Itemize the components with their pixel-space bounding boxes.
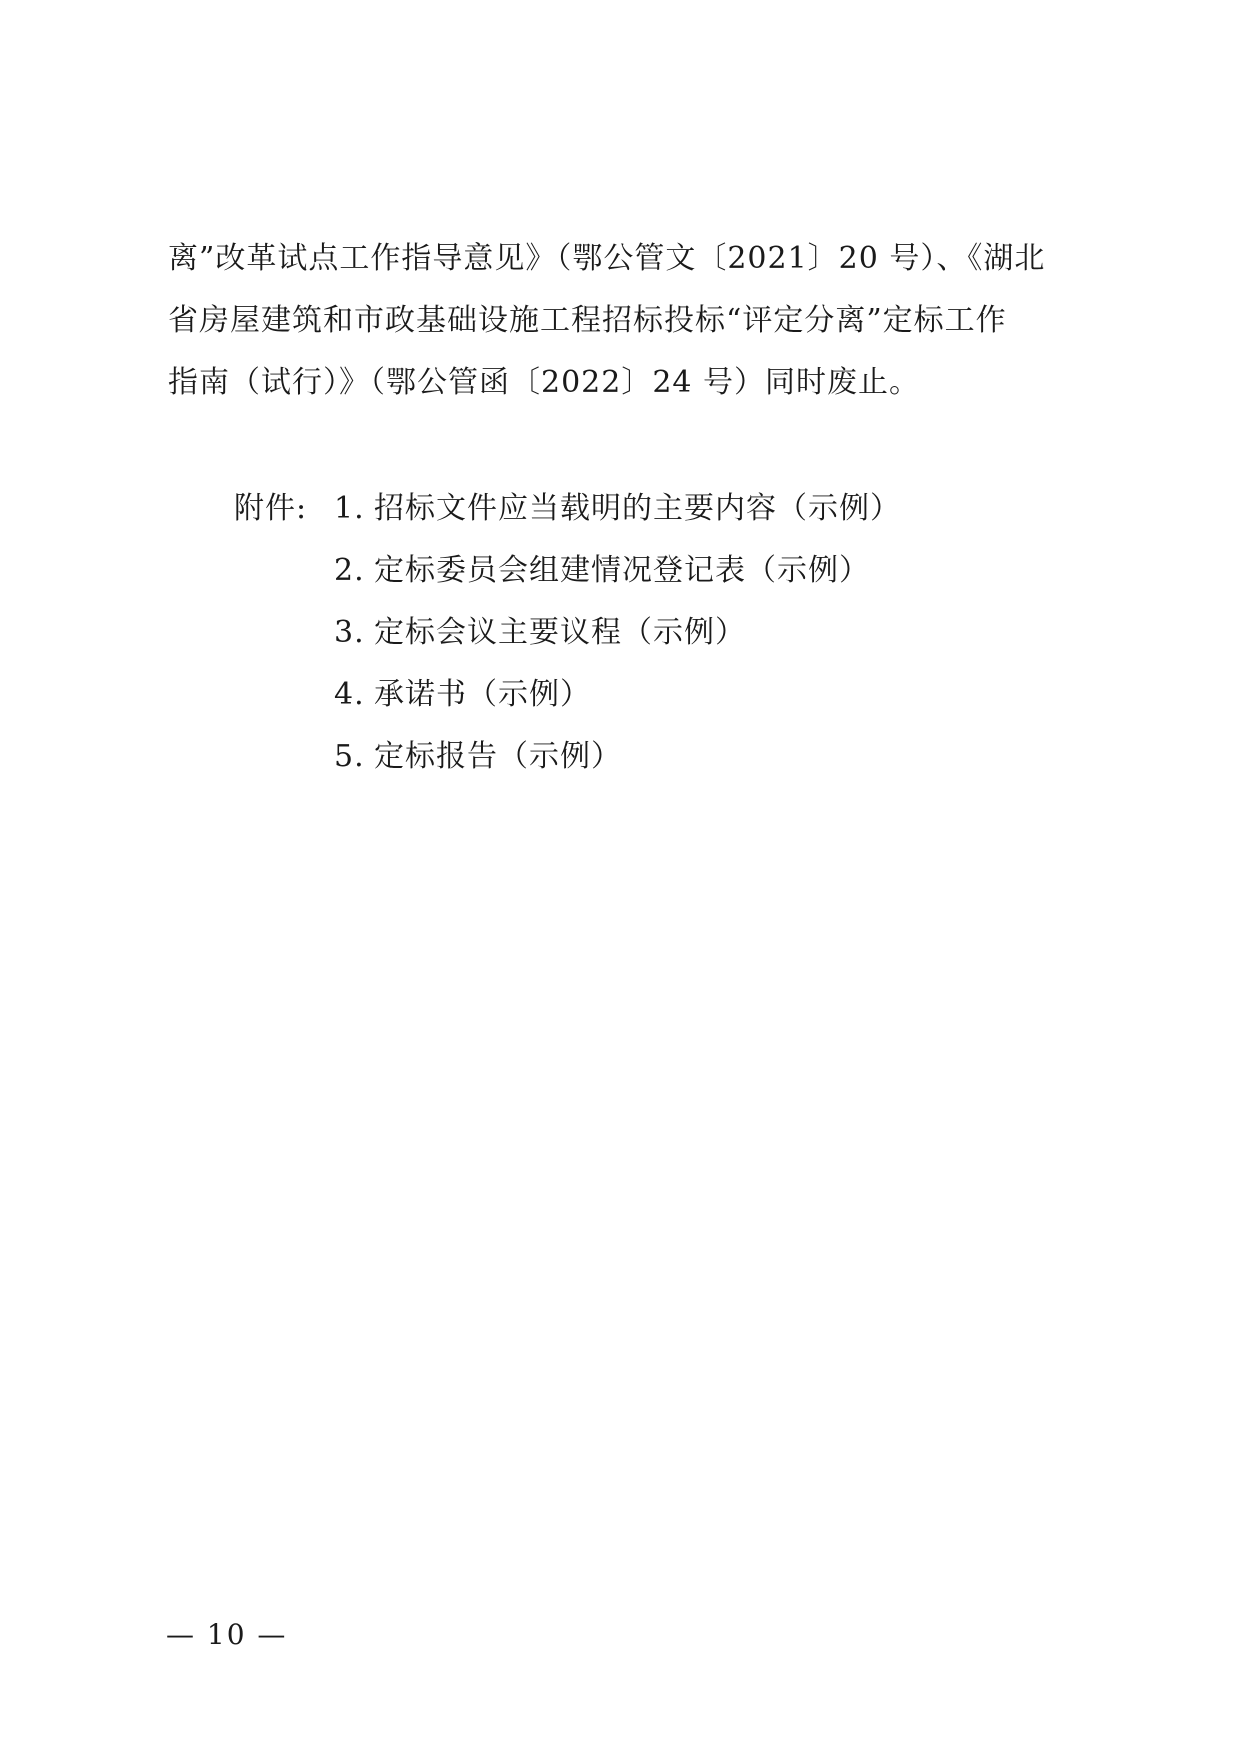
body-line-2: 省房屋建筑和市政基础设施工程招标投标“评定分离”定标工作 [168,303,1007,338]
attachments-label: 附件: [234,491,308,526]
attachment-title: 定标报告（示例） [374,739,622,774]
body-paragraph [168,228,1086,414]
attachment-number: 4. [334,677,365,712]
attachment-number: 5. [334,739,365,774]
attachment-number: 2. [334,553,365,588]
attachment-item-4 [234,664,901,726]
attachment-item-5 [234,726,901,788]
body-line-3: 指南（试行）》（鄂公管函〔2022〕24 号）同时废止。 [168,365,921,400]
attachment-title: 承诺书（示例） [374,677,591,712]
body-line-1: 离”改革试点工作指导意见》（鄂公管文〔2021〕20 号）、《湖北 [168,241,1046,276]
attachment-item-2 [234,540,901,602]
attachment-item-3 [234,602,901,664]
attachment-title: 定标会议主要议程（示例） [374,615,746,650]
page-number: — 10 — [166,1618,288,1651]
attachment-title: 招标文件应当载明的主要内容（示例） [374,491,901,526]
attachment-number: 3. [334,615,365,650]
attachment-title: 定标委员会组建情况登记表（示例） [374,553,870,588]
attachment-number: 1. [334,491,365,526]
attachment-item-1 [234,478,901,540]
attachments-list [234,478,901,788]
